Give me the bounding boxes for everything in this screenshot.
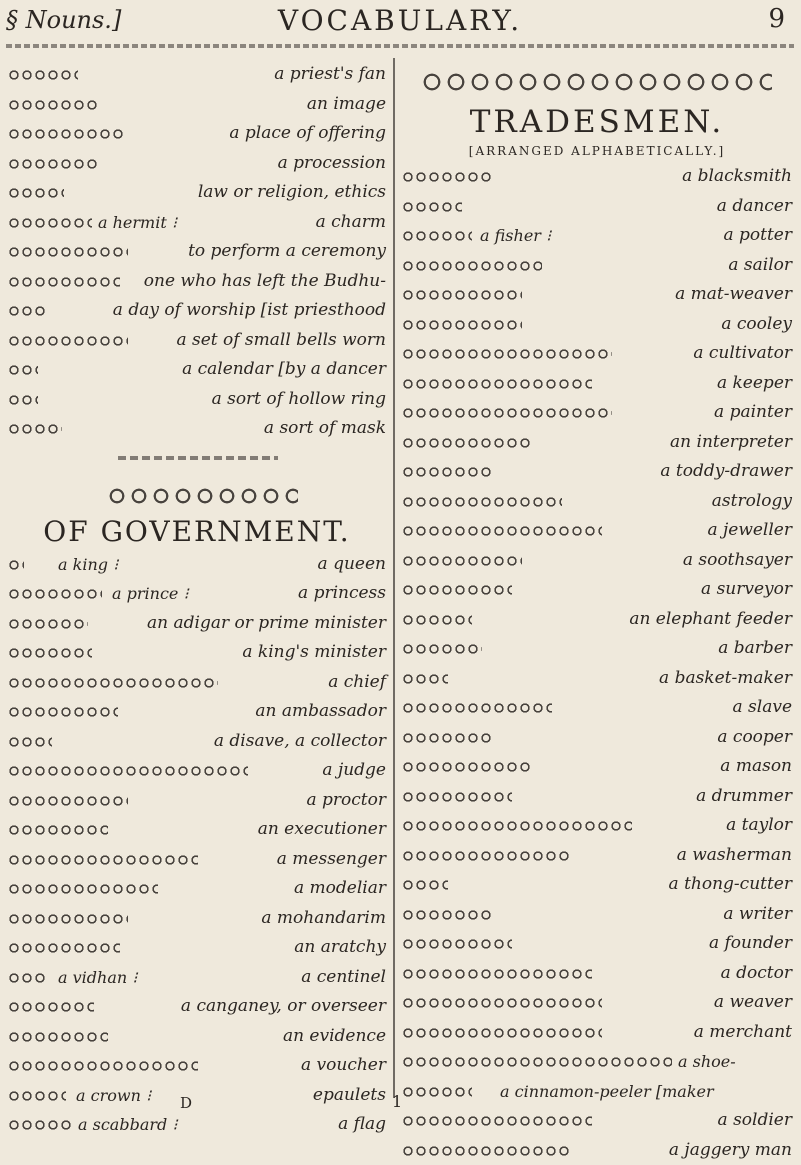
vocab-row <box>402 1018 792 1048</box>
vocab-row <box>8 1110 386 1140</box>
sinhala-word <box>8 157 100 171</box>
english-translation: an adigar or prime minister <box>147 609 386 639</box>
sinhala-word <box>8 646 92 660</box>
right-column <box>402 60 792 1165</box>
sinhala-word <box>8 882 158 896</box>
vocab-row <box>8 355 386 385</box>
sinhala-word <box>8 705 118 719</box>
vocab-row <box>402 693 792 723</box>
sinhala-word <box>8 617 88 631</box>
sinhala-word <box>8 363 38 377</box>
column-divider <box>393 58 395 1098</box>
section-title-government: OF GOVERNMENT. <box>8 514 386 550</box>
english-translation: a day of worship [ist priesthood <box>113 296 386 326</box>
vocab-row <box>8 385 386 415</box>
sinhala-word <box>402 701 552 715</box>
english-translation: law or religion, ethics <box>198 178 386 208</box>
english-translation: a calendar [by a dancer <box>182 355 386 385</box>
english-translation: a keeper <box>717 369 792 399</box>
vocab-row <box>402 398 792 428</box>
inline-translation: a fisher ⁝ <box>480 221 551 251</box>
sinhala-word <box>8 676 218 690</box>
inline-translation: a vidhan ⁝ <box>58 963 137 993</box>
english-translation: a disave, a collector <box>214 727 386 757</box>
english-translation: a cooley <box>721 310 792 340</box>
running-title: VOCABULARY. <box>200 4 600 37</box>
english-translation: a canganey, or overseer <box>181 992 386 1022</box>
english-translation: a drummer <box>696 782 792 812</box>
sinhala-word <box>402 465 492 479</box>
english-translation: a slave <box>733 693 793 723</box>
vocab-row <box>8 326 386 356</box>
english-translation: a place of offering <box>229 119 386 149</box>
english-translation: a basket-maker <box>659 664 792 694</box>
sinhala-word <box>8 971 48 985</box>
english-translation: an ambassador <box>255 697 386 727</box>
signature-mark: D <box>180 1094 192 1112</box>
arrangement-note: [ARRANGED ALPHABETICALLY.] <box>402 140 792 162</box>
vocab-row <box>8 60 386 90</box>
sinhala-word <box>8 823 108 837</box>
english-translation: a jaggery man <box>669 1136 792 1165</box>
sinhala-word <box>8 334 128 348</box>
vocab-row <box>402 221 792 251</box>
vocab-row <box>402 162 792 192</box>
english-translation: a cooper <box>717 723 792 753</box>
sinhala-word <box>402 760 532 774</box>
sinhala-word <box>402 613 472 627</box>
english-translation: an aratchy <box>294 933 386 963</box>
vocab-row <box>8 756 386 786</box>
english-translation: a centinel <box>301 963 386 993</box>
vocab-row <box>8 845 386 875</box>
english-translation: a cultivator <box>693 339 792 369</box>
sinhala-word <box>402 731 492 745</box>
vocab-row <box>402 1077 792 1107</box>
vocab-row <box>402 841 792 871</box>
margin-mark: 1 <box>392 1092 402 1111</box>
sinhala-word <box>402 406 612 420</box>
sinhala-word <box>402 878 448 892</box>
english-translation: a messenger <box>277 845 386 875</box>
sinhala-word <box>402 819 632 833</box>
vocab-row <box>402 251 792 281</box>
sinhala-word <box>402 672 448 686</box>
sinhala-word <box>402 790 512 804</box>
section-heading-script <box>402 60 792 104</box>
vocab-row <box>402 1136 792 1165</box>
english-translation: a queen <box>318 550 386 580</box>
vocab-row <box>8 609 386 639</box>
english-translation: one who has left the Budhu- <box>144 267 386 297</box>
vocab-row <box>402 1047 792 1077</box>
english-translation: a judge <box>322 756 386 786</box>
vocab-row <box>8 149 386 179</box>
sinhala-word <box>402 170 492 184</box>
english-translation: a washerman <box>677 841 792 871</box>
vocab-row <box>402 280 792 310</box>
english-translation: a surveyor <box>701 575 792 605</box>
english-translation: a dancer <box>717 192 792 222</box>
sinhala-word <box>8 216 92 230</box>
english-translation: an elephant feeder <box>629 605 792 635</box>
english-translation: an image <box>307 90 386 120</box>
english-translation: a priest's fan <box>274 60 386 90</box>
english-translation: a blacksmith <box>682 162 792 192</box>
sinhala-word <box>8 1000 94 1014</box>
sinhala-word <box>8 1059 198 1073</box>
tradesmen-entries <box>402 162 792 1165</box>
vocab-row <box>402 870 792 900</box>
english-translation: astrology <box>712 487 792 517</box>
sinhala-word <box>8 764 248 778</box>
english-translation: a barber <box>718 634 792 664</box>
english-translation: a jeweller <box>707 516 792 546</box>
english-translation: a flag <box>338 1110 386 1140</box>
english-translation: a proctor <box>307 786 387 816</box>
english-translation: epaulets <box>313 1081 386 1111</box>
english-translation: a chief <box>328 668 386 698</box>
sinhala-word <box>402 967 592 981</box>
inline-translation: a shoe- <box>678 1047 736 1077</box>
english-translation: a princess <box>298 579 386 609</box>
english-translation: a voucher <box>301 1051 386 1081</box>
vocab-row <box>402 192 792 222</box>
inline-translation: a scabbard ⁝ <box>78 1110 177 1140</box>
sinhala-word <box>402 554 522 568</box>
english-translation: a mohandarim <box>261 904 386 934</box>
sinhala-word <box>402 849 572 863</box>
sinhala-word <box>8 558 24 572</box>
english-translation: a sort of mask <box>264 414 386 444</box>
english-translation: a toddy-drawer <box>660 457 792 487</box>
sinhala-word <box>402 1085 472 1099</box>
english-translation: a king's minister <box>242 638 386 668</box>
sinhala-word <box>402 288 522 302</box>
vocab-row <box>8 237 386 267</box>
sinhala-word <box>402 908 492 922</box>
sinhala-word <box>402 524 602 538</box>
vocab-row <box>8 296 386 326</box>
english-translation: a procession <box>278 149 386 179</box>
section-heading-script <box>8 474 386 514</box>
inline-translation: a hermit ⁝ <box>98 208 177 238</box>
english-translation: a mat-weaver <box>675 280 792 310</box>
vocab-row <box>402 959 792 989</box>
sinhala-word <box>402 259 542 273</box>
english-translation: a writer <box>723 900 792 930</box>
sinhala-word <box>8 304 48 318</box>
english-translation: a taylor <box>726 811 792 841</box>
vocab-row <box>8 267 386 297</box>
english-translation: a soothsayer <box>683 546 792 576</box>
vocab-row <box>8 786 386 816</box>
sinhala-word <box>8 275 120 289</box>
vocab-row <box>402 487 792 517</box>
sinhala-word <box>402 1055 672 1069</box>
left-column <box>8 60 386 1140</box>
sinhala-word <box>8 98 100 112</box>
vocab-row <box>8 1022 386 1052</box>
english-translation: a soldier <box>718 1106 792 1136</box>
sinhala-word <box>8 912 128 926</box>
sinhala-word <box>8 587 102 601</box>
vocab-row <box>402 929 792 959</box>
page-header <box>0 0 801 48</box>
vocab-row <box>402 457 792 487</box>
sinhala-word <box>8 127 126 141</box>
english-translation: a doctor <box>721 959 792 989</box>
english-translation: a weaver <box>714 988 792 1018</box>
vocab-row <box>402 782 792 812</box>
section-ornament <box>8 444 386 474</box>
sinhala-word <box>402 347 612 361</box>
english-translation: a sort of hollow ring <box>212 385 386 415</box>
vocab-row <box>8 697 386 727</box>
vocab-row <box>402 634 792 664</box>
vocab-row <box>402 988 792 1018</box>
vocab-row <box>8 1051 386 1081</box>
sinhala-word <box>402 1026 602 1040</box>
inline-translation: a crown ⁝ <box>76 1081 151 1111</box>
sinhala-word <box>8 853 198 867</box>
page-number: 9 <box>768 4 785 34</box>
vocab-row <box>8 550 386 580</box>
english-translation: to perform a ceremony <box>188 237 386 267</box>
english-translation: a charm <box>316 208 386 238</box>
english-translation: a thong-cutter <box>669 870 792 900</box>
sinhala-word <box>8 794 128 808</box>
inline-translation: a king ⁝ <box>58 550 118 580</box>
vocab-row <box>402 339 792 369</box>
vocab-row <box>402 310 792 340</box>
sinhala-word <box>8 1118 72 1132</box>
vocab-row <box>402 811 792 841</box>
vocab-row <box>8 208 386 238</box>
vocab-row <box>402 664 792 694</box>
government-entries <box>8 550 386 1140</box>
header-ornament <box>6 44 794 48</box>
vocab-row <box>8 874 386 904</box>
vocab-row <box>402 516 792 546</box>
english-translation: a founder <box>709 929 792 959</box>
english-translation: an interpreter <box>670 428 792 458</box>
english-translation: a merchant <box>694 1018 792 1048</box>
sinhala-word <box>8 245 128 259</box>
vocab-row <box>8 815 386 845</box>
sinhala-word <box>8 393 38 407</box>
sinhala-word <box>402 1114 592 1128</box>
english-translation: an evidence <box>283 1022 386 1052</box>
inline-translation: a cinnamon-peeler [maker <box>500 1077 714 1107</box>
vocab-row <box>402 900 792 930</box>
vocab-row <box>402 428 792 458</box>
vocab-row <box>402 1106 792 1136</box>
sinhala-word <box>402 642 482 656</box>
vocab-row <box>402 723 792 753</box>
vocab-row <box>8 579 386 609</box>
sinhala-word <box>8 1089 66 1103</box>
religion-entries <box>8 60 386 444</box>
vocab-row <box>8 904 386 934</box>
vocab-row <box>402 575 792 605</box>
vocab-row <box>8 992 386 1022</box>
vocab-row <box>402 605 792 635</box>
vocab-row <box>8 668 386 698</box>
vocab-row <box>8 963 386 993</box>
section-label: § Nouns.] <box>6 6 121 34</box>
vocab-row <box>8 933 386 963</box>
english-translation: an executioner <box>258 815 386 845</box>
sinhala-word <box>402 996 602 1010</box>
sinhala-word <box>8 735 52 749</box>
sinhala-word <box>402 229 472 243</box>
sinhala-word <box>8 422 62 436</box>
vocab-row <box>8 119 386 149</box>
vocab-row <box>8 638 386 668</box>
sinhala-word <box>8 1030 108 1044</box>
sinhala-word <box>402 200 462 214</box>
english-translation: a painter <box>714 398 792 428</box>
sinhala-word <box>402 495 562 509</box>
vocab-row <box>8 178 386 208</box>
vocab-row <box>8 90 386 120</box>
english-translation: a set of small bells worn <box>176 326 386 356</box>
vocab-row <box>402 369 792 399</box>
sinhala-word <box>402 1144 572 1158</box>
english-translation: a mason <box>720 752 792 782</box>
sinhala-word <box>402 583 512 597</box>
sinhala-word <box>8 68 78 82</box>
sinhala-word <box>8 186 64 200</box>
vocab-row <box>8 414 386 444</box>
vocab-row <box>402 546 792 576</box>
sinhala-word <box>402 318 522 332</box>
sinhala-word <box>402 436 532 450</box>
vocab-row <box>8 1081 386 1111</box>
english-translation: a sailor <box>728 251 792 281</box>
sinhala-word <box>402 377 592 391</box>
vocab-row <box>402 752 792 782</box>
section-title-tradesmen: TRADESMEN. <box>402 104 792 140</box>
sinhala-word <box>8 941 120 955</box>
english-translation: a potter <box>723 221 792 251</box>
vocab-row <box>8 727 386 757</box>
inline-translation: a prince ⁝ <box>112 579 189 609</box>
sinhala-word <box>402 937 512 951</box>
english-translation: a modeliar <box>294 874 386 904</box>
